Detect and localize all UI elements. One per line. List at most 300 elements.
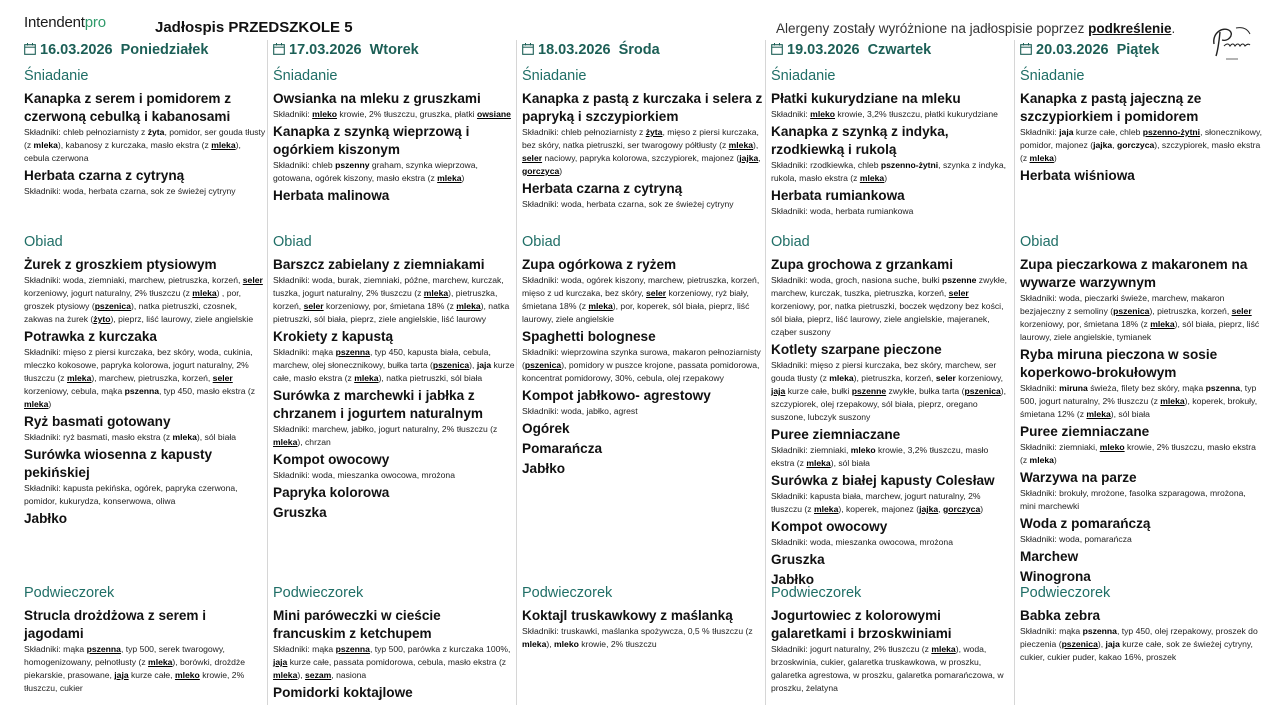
meal-label: Śniadanie: [1020, 68, 1085, 84]
ingredient-text: ), pietruszka, korzeń,: [1149, 306, 1232, 316]
ingredient-text: Składniki:: [273, 109, 313, 119]
allergen-highlight: mleka: [1029, 153, 1054, 163]
meal-section: [24, 66, 266, 198]
allergen-highlight: seler: [1231, 306, 1252, 316]
dish-name: Kompot jabłkowo- agrestowy: [522, 388, 711, 403]
dish-ingredients: [273, 643, 515, 682]
dish-name: Jogurtowiec z kolorowymi galaretkami i brzoskwiniami: [771, 608, 952, 641]
allergen-highlight: mleka: [148, 657, 173, 667]
ingredient-text: Składniki: mięso z piersi kurczaka, bez skóry, woda, cukinia, mleczko kokosowe, papryka kolorowa, jogurt naturalny, 2% tłuszczu (z: [24, 347, 253, 383]
dish-name: Kotlety szarpane pieczone: [771, 342, 942, 357]
dish-ingredients: [273, 108, 515, 121]
dish-name: Puree ziemniaczane: [771, 427, 901, 442]
day-column: [1020, 40, 1263, 717]
ingredient-text: ),: [1097, 639, 1106, 649]
ingredient-text: Składniki: woda, ziemniaki, marchew, pietruszka, korzeń,: [24, 275, 243, 285]
meal-label: Podwieczorek: [1020, 585, 1111, 601]
meal-section: [522, 66, 764, 211]
dish-item: [24, 510, 266, 528]
dish-item: [273, 187, 515, 205]
dish-ingredients: [771, 643, 1013, 695]
allergen-bold: żyta: [147, 127, 165, 137]
dish-name: Pomidorki koktajlowe: [273, 685, 413, 700]
ingredient-text: ),: [469, 360, 477, 370]
dish-ingredients: [24, 482, 266, 508]
dish-name: Kanapka z szynką wieprzową i ogórkiem kiszonym: [273, 124, 470, 157]
ingredient-text: ), marchew, pietruszka, korzeń,: [91, 373, 213, 383]
meal-section: [522, 232, 764, 478]
ingredient-text: Składniki: chleb pełnoziarnisty z: [24, 127, 148, 137]
dish-ingredients: [1020, 533, 1262, 546]
dish-item: [24, 90, 266, 165]
dish-ingredients: [273, 346, 515, 385]
dish-name: Woda z pomarańczą: [1020, 516, 1151, 531]
dish-name: Płatki kukurydziane na mleku: [771, 91, 961, 106]
meal-section: [1020, 583, 1262, 664]
ingredient-text: Składniki: rzodkiewka, chleb: [771, 160, 881, 170]
allergen-highlight: mleka: [588, 301, 613, 311]
dish-item: [771, 341, 1013, 424]
allergen-highlight: seler: [303, 301, 324, 311]
dish-item: [273, 607, 515, 682]
allergen-highlight: jaja: [114, 670, 129, 680]
meal-section: [1020, 232, 1262, 586]
dish-name: Surówka z białej kapusty Colesław: [771, 473, 995, 488]
allergen-bold: miruna: [1059, 383, 1088, 393]
dish-item: [522, 440, 764, 458]
ingredient-text: ): [461, 173, 465, 183]
allergen-highlight: pszenica: [964, 386, 1001, 396]
allergen-highlight: pszenna: [86, 644, 121, 654]
ingredient-text: Składniki: mąka: [273, 644, 336, 654]
ingredient-text: Składniki:: [771, 109, 811, 119]
day-date: 18.03.2026: [538, 42, 611, 58]
allergen-highlight: pszenica: [94, 301, 131, 311]
dish-name: Jabłko: [522, 461, 566, 476]
dish-name: Warzywa na parze: [1020, 470, 1137, 485]
ingredient-text: kurze całe, sok ze świeżej cytryny, cukier, cukier puder, kakao 16%, proszek: [1020, 639, 1253, 662]
day-header: [522, 42, 660, 58]
dish-item: [1020, 469, 1262, 513]
ingredient-text: ), chrzan: [297, 437, 331, 447]
allergen-highlight: mleka: [813, 504, 839, 514]
allergen-note-emphasis: podkreślenie: [1088, 21, 1172, 36]
day-column: [24, 40, 264, 717]
day-date: 16.03.2026: [40, 42, 113, 58]
ingredient-text: graham, szynka wieprzowa, gotowana, ogórek kiszony, masło ekstra (z: [273, 160, 478, 183]
ingredient-text: korzeniowy, jogurt naturalny, 2% tłuszczu (z: [24, 288, 193, 298]
ingredient-text: naciowy, papryka kolorowa, szczypiorek, majonez (: [542, 153, 740, 163]
ingredient-text: Składniki: woda, jabłko, agrest: [522, 406, 638, 416]
ingredient-text: Składniki: wieprzowina szynka surowa, makaron pełnoziarnisty (: [522, 347, 761, 370]
ingredient-text: , typ 500, jogurt naturalny, 2% tłuszczu (z: [1020, 383, 1257, 406]
ingredient-text: Składniki: ryż basmati, masło ekstra (z: [24, 432, 173, 442]
ingredient-text: , typ 500, parówka z kurczaka 100%,: [369, 644, 511, 654]
dish-item: [24, 328, 266, 411]
ingredient-text: ), pieprz, liść laurowy, ziele angielskie: [110, 314, 254, 324]
meal-section: [771, 66, 1013, 218]
ingredient-text: zwykłe, bułka tarta (: [886, 386, 965, 396]
dish-ingredients: [771, 205, 1013, 218]
dish-name: Spaghetti bolognese: [522, 329, 656, 344]
allergen-highlight: mleka: [423, 288, 449, 298]
dish-name: Krokiety z kapustą: [273, 329, 394, 344]
allergen-bold: pszenna: [1205, 383, 1241, 393]
ingredient-text: Składniki: truskawki, maślanka spożywcza, 0,5 % tłuszczu (z: [522, 626, 753, 636]
dish-name: Kanapka z szynką z indyka, rzodkiewką i rukolą: [771, 124, 949, 157]
dish-name: Strucla drożdżowa z serem i jagodami: [24, 608, 207, 641]
dish-item: [24, 446, 266, 508]
allergen-highlight: mleka: [192, 288, 217, 298]
ingredient-text: Składniki: mąka: [1020, 626, 1083, 636]
ingredient-text: , typ 450, olej rzepakowy, proszek do pieczenia (: [1020, 626, 1258, 649]
day-date: 19.03.2026: [787, 42, 860, 58]
meal-label: Śniadanie: [522, 68, 587, 84]
allergen-highlight: pszenica: [432, 360, 470, 370]
dish-item: [1020, 256, 1262, 344]
ingredient-text: krowie, 3,2% tłuszczu, masło ekstra (z: [771, 445, 989, 468]
ingredient-text: ), por, koperek, sól biała, pieprz, liść laurowy, ziele angielskie: [522, 301, 750, 324]
ingredient-text: ), woda, brzoskwinia, cukier, galaretka truskawkowa, w proszku, galaretka agrestowa, w proszku, galaretka pomarańczowa, w proszku, żelatyna: [771, 644, 1004, 693]
allergen-bold: jaja: [1059, 127, 1074, 137]
dish-item: [522, 460, 764, 478]
ingredient-text: ) , por, groszek ptysiowy (: [24, 288, 242, 311]
day-header: [771, 42, 931, 58]
dish-ingredients: [522, 198, 764, 211]
ingredient-text: krowie, 2% tłuszczu, masło ekstra (z: [1020, 442, 1256, 465]
allergen-highlight: mleka: [24, 399, 49, 409]
ingredient-text: Składniki: mięso z piersi kurczaka, bez skóry, marchew, ser gouda tłusty (z: [771, 360, 997, 383]
allergen-highlight: mleka: [456, 301, 481, 311]
dish-item: [273, 684, 515, 702]
ingredient-text: ): [1053, 153, 1057, 163]
allergen-highlight: jaja: [273, 657, 288, 667]
allergen-highlight: seler: [212, 373, 233, 383]
ingredient-text: ): [1053, 455, 1057, 465]
meal-section: [24, 232, 266, 528]
allergen-highlight: mleka: [1160, 396, 1185, 406]
ingredient-text: ), natka pietruszki, sól biała: [378, 373, 483, 383]
allergen-highlight: pszenica: [1061, 639, 1098, 649]
calendar-icon: [1020, 43, 1032, 55]
dish-ingredients: [522, 346, 764, 385]
ingredient-text: korzeniowy,: [955, 373, 1004, 383]
dish-name: Babka zebra: [1020, 608, 1101, 623]
dish-name: Jabłko: [771, 572, 815, 587]
ingredient-text: Składniki: woda, burak, ziemniaki, późne, marchew, kurczak, tuszka, jogurt naturalny, 2% tłuszczu (z: [273, 275, 504, 298]
column-divider: [516, 40, 517, 705]
ingredient-text: ), sól biała: [196, 432, 237, 442]
meal-label: Podwieczorek: [522, 585, 613, 601]
dish-ingredients: [1020, 292, 1262, 344]
calendar-icon: [273, 43, 285, 55]
allergen-bold: mleka: [522, 639, 547, 649]
allergen-bold: mleko: [554, 639, 579, 649]
allergen-highlight: jaja: [771, 386, 786, 396]
ingredient-text: Składniki: kapusta biała, marchew, jogurt naturalny, 2% tłuszczu (z: [771, 491, 981, 514]
ingredient-text: ), natka pietruszki, sól biała, pieprz, ziele angielskie, liść laurowy: [273, 301, 510, 324]
dish-ingredients: [1020, 126, 1262, 165]
page-title: Jadłospis PRZEDSZKOLE 5: [155, 19, 353, 36]
ingredient-text: ), koperek, majonez (: [838, 504, 920, 514]
dish-ingredients: [24, 346, 266, 411]
calendar-icon: [522, 43, 534, 55]
allergen-bold: pszenno-żytni: [880, 160, 939, 170]
ingredient-text: ), natka pietruszki, czosnek, zakwas na żurek (: [24, 301, 238, 324]
ingredient-text: Składniki: brokuły, mrożone, fasolka szparagowa, mrożona, mini marchewki: [1020, 488, 1246, 511]
ingredient-text: Składniki: woda, mieszanka owocowa, mrożona: [273, 470, 455, 480]
logo-accent: pro: [84, 14, 106, 31]
dish-name: Herbata malinowa: [273, 188, 390, 203]
dish-item: [1020, 423, 1262, 467]
day-date: 20.03.2026: [1036, 42, 1109, 58]
meal-section: [1020, 66, 1262, 185]
ingredient-text: Składniki: woda, pomarańcza: [1020, 534, 1132, 544]
allergen-highlight: mleka: [273, 437, 298, 447]
allergen-highlight: mleka: [1086, 409, 1111, 419]
meal-label: Podwieczorek: [273, 585, 364, 601]
dish-item: [273, 256, 515, 326]
dish-ingredients: [771, 159, 1013, 185]
allergen-highlight: mleko: [174, 670, 200, 680]
day-date: 17.03.2026: [289, 42, 362, 58]
dish-name: Jabłko: [24, 511, 68, 526]
allergen-note-text: Alergeny zostały wyróżnione na jadłospisie poprzez: [776, 21, 1089, 36]
dish-ingredients: [522, 126, 764, 178]
ingredient-text: , mięso z piersi kurczaka, bez skóry, natka pietruszki, ser twarogowy półtłusty (z: [522, 127, 759, 150]
dish-name: Kanapka z serem i pomidorem z czerwoną cebulką i kabanosami: [24, 91, 231, 124]
ingredient-text: zwykłe, marchew, kurczak, tuszka, pietruszka, korzeń,: [771, 275, 1007, 298]
dish-name: Kanapka z pastą jajeczną ze szczypiorkiem i pomidorem: [1020, 91, 1202, 124]
ingredient-text: , typ 450, kapusta biała, cebula, marchew, olej słonecznikowy, bułka tarta (: [273, 347, 491, 370]
dish-ingredients: [522, 274, 764, 326]
ingredient-text: ), sól biała: [830, 458, 870, 468]
meal-section: [273, 232, 515, 522]
dish-name: Kompot owocowy: [771, 519, 888, 534]
dish-item: [1020, 346, 1262, 421]
meal-section: [522, 583, 764, 651]
day-weekday: Piątek: [1116, 42, 1160, 58]
ingredient-text: ,: [938, 504, 943, 514]
dish-ingredients: [24, 126, 266, 165]
column-divider: [765, 40, 766, 705]
meal-label: Obiad: [1020, 234, 1059, 250]
allergen-highlight: mleka: [437, 173, 462, 183]
allergen-highlight: jajka: [919, 504, 939, 514]
dish-ingredients: [24, 431, 266, 444]
allergen-highlight: pszenna: [335, 644, 370, 654]
allergen-highlight: seler: [646, 288, 667, 298]
ingredient-text: Składniki: ziemniaki,: [771, 445, 851, 455]
dish-ingredients: [273, 274, 515, 326]
dish-ingredients: [522, 405, 764, 418]
dish-item: [771, 90, 1013, 121]
day-weekday: Środa: [618, 42, 660, 58]
allergen-highlight: owsiane: [476, 109, 511, 119]
meal-label: Obiad: [522, 234, 561, 250]
allergen-bold: mleko: [850, 445, 876, 455]
ingredient-text: Składniki:: [1020, 127, 1060, 137]
dish-name: Kompot owocowy: [273, 452, 390, 467]
dish-name: Surówka wiosenna z kapusty pekińskiej: [24, 447, 213, 480]
allergen-bold: jaja: [1105, 639, 1120, 649]
ingredient-text: Składniki: chleb: [273, 160, 336, 170]
column-divider: [267, 40, 268, 705]
day-column: [273, 40, 513, 717]
allergen-highlight: sezam: [305, 670, 332, 680]
allergen-highlight: mleka: [806, 458, 831, 468]
dish-item: [522, 256, 764, 326]
meal-section: [273, 66, 515, 205]
dish-ingredients: [771, 359, 1013, 424]
allergen-highlight: pszenica: [524, 360, 562, 370]
ingredient-text: Składniki: jogurt naturalny, 2% tłuszczu (z: [771, 644, 932, 654]
dish-name: Puree ziemniaczane: [1020, 424, 1150, 439]
ingredient-text: krowie, 2% tłuszczu, gruszka, płatki: [337, 109, 477, 119]
allergen-highlight: mleka: [859, 173, 885, 183]
ingredient-text: kurze całe, chleb: [1073, 127, 1143, 137]
meal-label: Śniadanie: [24, 68, 89, 84]
dish-name: Herbata rumiankowa: [771, 188, 905, 203]
dish-item: [522, 328, 764, 385]
calendar-icon: [24, 43, 36, 55]
ingredient-text: , typ 500, serek twarogowy, homogenizowany, pełnotłusty (z: [24, 644, 225, 667]
dish-ingredients: [24, 185, 266, 198]
ingredient-text: Składniki: woda, herbata rumiankowa: [771, 206, 914, 216]
dish-item: [1020, 607, 1262, 664]
meal-label: Śniadanie: [273, 68, 338, 84]
dish-item: [771, 426, 1013, 470]
allergen-highlight: mleka: [728, 140, 754, 150]
dish-ingredients: [771, 444, 1013, 470]
dish-name: Marchew: [1020, 549, 1079, 564]
meal-label: Podwieczorek: [24, 585, 115, 601]
meal-label: Obiad: [24, 234, 63, 250]
allergen-highlight: jajka: [739, 153, 759, 163]
ingredient-text: korzeniowy, ryż biały, śmietana 18% (z: [522, 288, 749, 311]
allergen-highlight: żyto: [93, 314, 111, 324]
day-header: [1020, 42, 1159, 58]
day-weekday: Poniedziałek: [120, 42, 209, 58]
ingredient-text: ), szczypiorek, masło ekstra (z: [1020, 140, 1261, 163]
day-weekday: Wtorek: [369, 42, 419, 58]
dish-ingredients: [771, 536, 1013, 549]
dish-item: [273, 123, 515, 185]
ingredient-text: ), pietruszka, korzeń,: [853, 373, 936, 383]
dish-item: [522, 180, 764, 211]
ingredient-text: ): [884, 173, 888, 183]
dish-item: [273, 387, 515, 449]
ingredient-text: Składniki: ziemniaki,: [1020, 442, 1100, 452]
allergen-note-end: .: [1171, 21, 1176, 36]
dish-name: Barszcz zabielany z ziemniakami: [273, 257, 485, 272]
allergen-highlight: pszenno-żytni: [1142, 127, 1201, 137]
ingredient-text: Składniki: woda, groch, nasiona suche, bułki: [771, 275, 943, 285]
dish-ingredients: [273, 159, 515, 185]
dish-ingredients: [1020, 487, 1262, 513]
dish-item: [522, 387, 764, 418]
dish-item: [273, 484, 515, 502]
dish-item: [1020, 90, 1262, 165]
allergen-highlight: mleka: [211, 140, 236, 150]
ingredient-text: świeża, filety bez skóry, mąka: [1087, 383, 1206, 393]
ingredient-text: Składniki: woda, ogórek kiszony, marchew, pietruszka, korzeń, mięso z ud kurczaka, bez skóry,: [522, 275, 760, 298]
dish-name: Surówka z marchewki i jabłka z chrzanem i jogurtem naturalnym: [273, 388, 483, 421]
allergen-highlight: mleko: [810, 109, 836, 119]
ingredient-text: Składniki: mąka: [273, 347, 336, 357]
ingredient-text: ), kabanosy z kurczaka, masło ekstra (z: [57, 140, 212, 150]
allergen-highlight: mleka: [273, 670, 298, 680]
ingredient-text: ,: [1112, 140, 1117, 150]
ingredient-text: ,: [758, 153, 761, 163]
allergen-bold: mleka: [829, 373, 854, 383]
ingredient-text: Składniki: woda, pieczarki świeże, marchew, makaron bezjajeczny z semoliny (: [1020, 293, 1225, 316]
allergen-highlight: pszenica: [1113, 306, 1150, 316]
ingredient-text: krowie, 2% tłuszczu: [578, 639, 657, 649]
dish-name: Papryka kolorowa: [273, 485, 390, 500]
ingredient-text: , nasiona: [331, 670, 367, 680]
dish-item: [522, 90, 764, 178]
dish-name: Owsianka na mleku z gruszkami: [273, 91, 481, 106]
dish-name: Żurek z groszkiem ptysiowym: [24, 257, 217, 272]
dish-item: [771, 551, 1013, 569]
meal-label: Obiad: [273, 234, 312, 250]
dish-item: [273, 504, 515, 522]
ingredient-text: ): [559, 166, 563, 176]
dish-name: Winogrona: [1020, 569, 1091, 584]
dish-name: Pomarańcza: [522, 441, 603, 456]
dish-ingredients: [24, 274, 266, 326]
ingredient-text: , szynka z indyka, rukola, masło ekstra (z: [771, 160, 1006, 183]
ingredient-text: krowie, 3,2% tłuszczu, płatki kukurydziane: [835, 109, 998, 119]
meal-section: [771, 232, 1013, 589]
meal-label: Obiad: [771, 234, 810, 250]
dish-ingredients: [24, 643, 266, 695]
ingredient-text: ),: [753, 140, 759, 150]
dish-ingredients: [771, 274, 1013, 339]
dish-ingredients: [1020, 441, 1262, 467]
allergen-bold: pszenny: [335, 160, 370, 170]
allergen-highlight: mleko: [312, 109, 338, 119]
allergen-bold: pszenne: [942, 275, 977, 285]
ingredient-text: kurze całe, masło ekstra (z: [273, 360, 515, 383]
allergen-bold: jaja: [476, 360, 492, 370]
dish-name: Gruszka: [771, 552, 825, 567]
ingredient-text: ), sól biała, pieprz, liść laurowy, ziele angielskie, tymianek: [1020, 319, 1260, 342]
allergen-highlight: żyta: [645, 127, 663, 137]
dish-name: Potrawka z kurczaka: [24, 329, 157, 344]
dish-item: [771, 256, 1013, 339]
allergen-bold: mleka: [33, 140, 58, 150]
allergen-highlight: seler: [522, 153, 543, 163]
meal-label: Podwieczorek: [771, 585, 862, 601]
dish-item: [1020, 167, 1262, 185]
ingredient-text: , słonecznikowy, pomidor, majonez (: [1020, 127, 1263, 150]
allergen-bold: seler: [935, 373, 956, 383]
allergen-bold: mleka: [1029, 455, 1054, 465]
dish-item: [24, 167, 266, 198]
dish-name: Zupa pieczarkowa z makaronem na wywarze warzywnym: [1020, 257, 1248, 290]
calendar-icon: [771, 43, 783, 55]
ingredient-text: kurze całe, bułki: [785, 386, 852, 396]
dish-item: [771, 472, 1013, 516]
dish-ingredients: [273, 469, 515, 482]
ingredient-text: kurze całe, passata pomidorowa, cebula, masło ekstra (z: [287, 657, 507, 667]
dish-item: [522, 607, 764, 651]
dish-name: Zupa grochowa z grzankami: [771, 257, 954, 272]
dish-item: [24, 256, 266, 326]
dish-name: Herbata wiśniowa: [1020, 168, 1135, 183]
